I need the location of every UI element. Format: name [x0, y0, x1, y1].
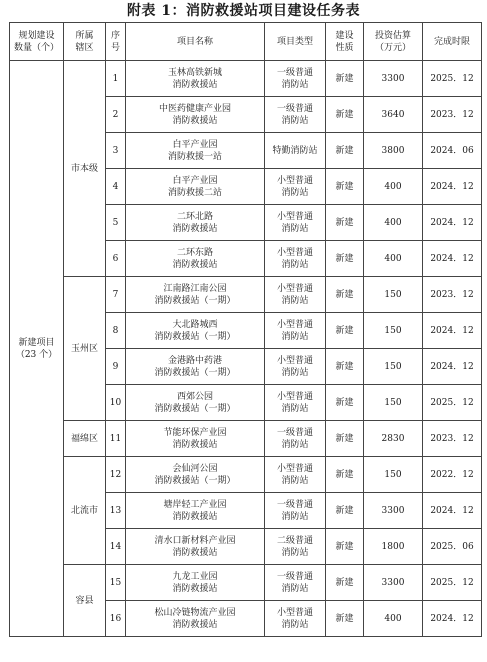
construction-nature-cell: 新建: [326, 205, 364, 241]
project-type-cell: 一级普通 消防站: [265, 97, 326, 133]
district-cell: 福绵区: [64, 421, 106, 457]
group-cell: 新建项目 （23 个）: [10, 61, 64, 637]
construction-nature-cell: 新建: [326, 169, 364, 205]
table-body: [10, 61, 482, 637]
deadline-cell: 2022．12: [423, 457, 482, 493]
table-row: [10, 421, 482, 457]
header-cell: 序 号: [106, 23, 126, 61]
deadline-cell: 2025．06: [423, 529, 482, 565]
project-type-cell: 小型普通 消防站: [265, 457, 326, 493]
row-number-cell: 10: [106, 385, 126, 421]
row-number-cell: 14: [106, 529, 126, 565]
project-name-cell: 节能环保产业园 消防救援站: [126, 421, 265, 457]
project-name-cell: 二环东路 消防救援站: [126, 241, 265, 277]
table-title: 附表 1：消防救援站项目建设任务表: [126, 3, 361, 19]
project-name-cell: 清水口新材料产业园 消防救援站: [126, 529, 265, 565]
task-table: [9, 22, 482, 637]
construction-nature-cell: 新建: [326, 457, 364, 493]
project-type-cell: 小型普通 消防站: [265, 169, 326, 205]
deadline-cell: 2025．12: [423, 61, 482, 97]
project-name-cell: 中医药健康产业园 消防救援站: [126, 97, 265, 133]
deadline-cell: 2024．12: [423, 493, 482, 529]
district-cell: 市本级: [64, 61, 106, 277]
table-row: [10, 457, 482, 493]
header-cell: 规划建设 数量（个）: [10, 23, 64, 61]
row-number-cell: 5: [106, 205, 126, 241]
table-row: [10, 61, 482, 97]
deadline-cell: 2024．12: [423, 241, 482, 277]
project-name-cell: 松山冷链物流产业园 消防救援站: [126, 601, 265, 637]
construction-nature-cell: 新建: [326, 529, 364, 565]
investment-cell: 150: [364, 277, 423, 313]
row-number-cell: 16: [106, 601, 126, 637]
header-cell: 建设 性质: [326, 23, 364, 61]
row-number-cell: 8: [106, 313, 126, 349]
deadline-cell: 2024．06: [423, 133, 482, 169]
district-cell: 容县: [64, 565, 106, 637]
deadline-cell: 2025．12: [423, 385, 482, 421]
row-number-cell: 9: [106, 349, 126, 385]
deadline-cell: 2024．12: [423, 205, 482, 241]
table-row: [10, 277, 482, 313]
project-name-cell: 白平产业园 消防救援二站: [126, 169, 265, 205]
project-name-cell: 西郊公园 消防救援站（一期）: [126, 385, 265, 421]
header-cell: 投资估算 （万元）: [364, 23, 423, 61]
investment-cell: 3800: [364, 133, 423, 169]
investment-cell: 3640: [364, 97, 423, 133]
project-type-cell: 一级普通 消防站: [265, 61, 326, 97]
project-type-cell: 小型普通 消防站: [265, 601, 326, 637]
project-name-cell: 江南路江南公园 消防救援站（一期）: [126, 277, 265, 313]
project-type-cell: 一级普通 消防站: [265, 565, 326, 601]
construction-nature-cell: 新建: [326, 565, 364, 601]
row-number-cell: 1: [106, 61, 126, 97]
project-type-cell: 小型普通 消防站: [265, 241, 326, 277]
row-number-cell: 6: [106, 241, 126, 277]
project-name-cell: 金港路中药港 消防救援站（一期）: [126, 349, 265, 385]
investment-cell: 400: [364, 169, 423, 205]
project-type-cell: 小型普通 消防站: [265, 277, 326, 313]
deadline-cell: 2024．12: [423, 313, 482, 349]
row-number-cell: 4: [106, 169, 126, 205]
investment-cell: 1800: [364, 529, 423, 565]
row-number-cell: 7: [106, 277, 126, 313]
header-cell: 项目名称: [126, 23, 265, 61]
project-type-cell: 特勤消防站: [265, 133, 326, 169]
investment-cell: 150: [364, 457, 423, 493]
deadline-cell: 2023．12: [423, 421, 482, 457]
investment-cell: 3300: [364, 493, 423, 529]
row-number-cell: 13: [106, 493, 126, 529]
investment-cell: 150: [364, 349, 423, 385]
row-number-cell: 11: [106, 421, 126, 457]
project-type-cell: 一级普通 消防站: [265, 493, 326, 529]
project-type-cell: 二级普通 消防站: [265, 529, 326, 565]
district-cell: 北流市: [64, 457, 106, 565]
investment-cell: 400: [364, 205, 423, 241]
construction-nature-cell: 新建: [326, 97, 364, 133]
district-cell: 玉州区: [64, 277, 106, 421]
row-number-cell: 15: [106, 565, 126, 601]
construction-nature-cell: 新建: [326, 385, 364, 421]
project-name-cell: 大北路城西 消防救援站（一期）: [126, 313, 265, 349]
construction-nature-cell: 新建: [326, 133, 364, 169]
deadline-cell: 2023．12: [423, 277, 482, 313]
construction-nature-cell: 新建: [326, 601, 364, 637]
deadline-cell: 2023．12: [423, 97, 482, 133]
project-type-cell: 一级普通 消防站: [265, 421, 326, 457]
project-type-cell: 小型普通 消防站: [265, 205, 326, 241]
project-name-cell: 塘岸轻工产业园 消防救援站: [126, 493, 265, 529]
investment-cell: 3300: [364, 565, 423, 601]
project-name-cell: 二环北路 消防救援站: [126, 205, 265, 241]
investment-cell: 150: [364, 313, 423, 349]
project-name-cell: 白平产业园 消防救援一站: [126, 133, 265, 169]
deadline-cell: 2025．12: [423, 565, 482, 601]
investment-cell: 150: [364, 385, 423, 421]
construction-nature-cell: 新建: [326, 241, 364, 277]
project-type-cell: 小型普通 消防站: [265, 349, 326, 385]
construction-nature-cell: 新建: [326, 277, 364, 313]
row-number-cell: 3: [106, 133, 126, 169]
project-type-cell: 小型普通 消防站: [265, 313, 326, 349]
project-type-cell: 小型普通 消防站: [265, 385, 326, 421]
header-cell: 所属 辖区: [64, 23, 106, 61]
row-number-cell: 12: [106, 457, 126, 493]
table-row: [10, 565, 482, 601]
header-cell: 完成时限: [423, 23, 482, 61]
investment-cell: 3300: [364, 61, 423, 97]
construction-nature-cell: 新建: [326, 349, 364, 385]
header-cell: 项目类型: [265, 23, 326, 61]
deadline-cell: 2024．12: [423, 349, 482, 385]
deadline-cell: 2024．12: [423, 601, 482, 637]
construction-nature-cell: 新建: [326, 421, 364, 457]
construction-nature-cell: 新建: [326, 61, 364, 97]
investment-cell: 2830: [364, 421, 423, 457]
project-name-cell: 玉林高铁新城 消防救援站: [126, 61, 265, 97]
investment-cell: 400: [364, 241, 423, 277]
row-number-cell: 2: [106, 97, 126, 133]
construction-nature-cell: 新建: [326, 313, 364, 349]
investment-cell: 400: [364, 601, 423, 637]
deadline-cell: 2024．12: [423, 169, 482, 205]
construction-nature-cell: 新建: [326, 493, 364, 529]
project-name-cell: 九龙工业园 消防救援站: [126, 565, 265, 601]
project-name-cell: 会仙河公园 消防救援站（一期）: [126, 457, 265, 493]
header-row: [10, 23, 482, 61]
